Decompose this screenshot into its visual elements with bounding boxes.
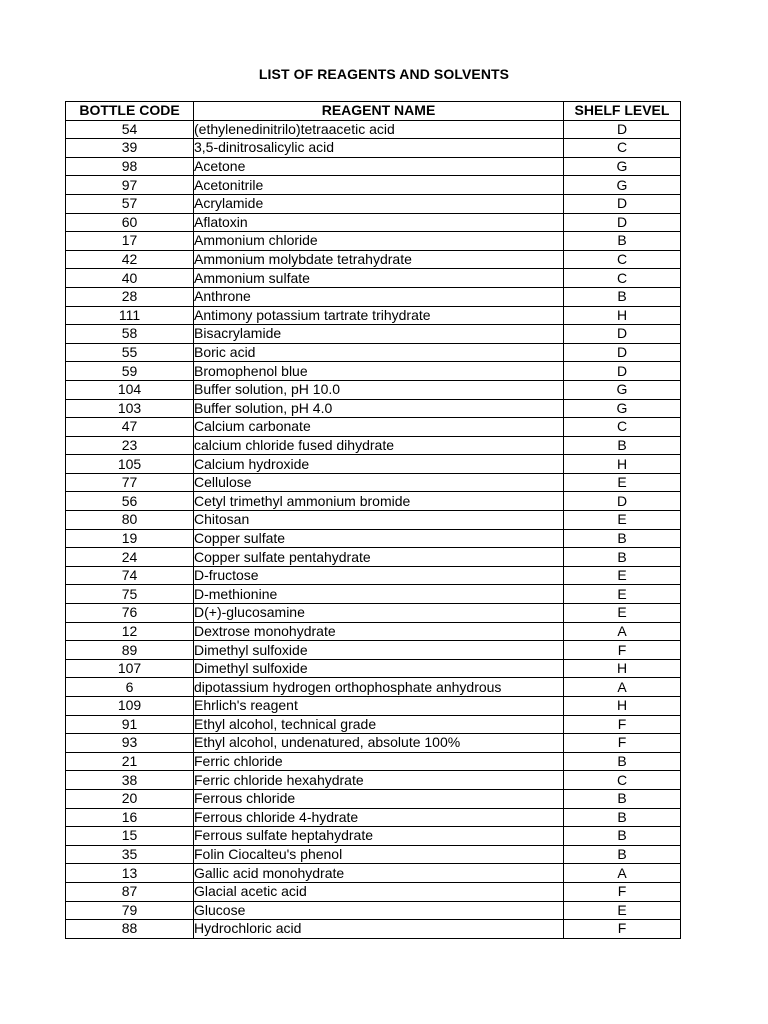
column-header-reagent-name: REAGENT NAME [194,102,564,121]
reagent-name-cell: Copper sulfate [194,529,564,548]
shelf-level-cell: B [564,789,681,808]
shelf-level-cell: F [564,734,681,753]
shelf-level-cell: B [564,287,681,306]
reagent-name-cell: Ferrous sulfate heptahydrate [194,827,564,846]
shelf-level-cell: C [564,418,681,437]
bottle-code-cell: 107 [66,659,194,678]
reagent-name-cell: Antimony potassium tartrate trihydrate [194,306,564,325]
bottle-code-cell: 55 [66,343,194,362]
table-row [66,343,681,362]
reagent-name-cell: (ethylenedinitrilo)tetraacetic acid [194,120,564,139]
table-row [66,659,681,678]
table-row [66,808,681,827]
reagent-name-cell: Ferric chloride hexahydrate [194,771,564,790]
table-row [66,697,681,716]
bottle-code-cell: 105 [66,455,194,474]
table-row [66,566,681,585]
table-row [66,715,681,734]
table-row [66,325,681,344]
reagent-name-cell: D-methionine [194,585,564,604]
bottle-code-cell: 97 [66,176,194,195]
shelf-level-cell: D [564,120,681,139]
shelf-level-cell: G [564,157,681,176]
bottle-code-cell: 59 [66,362,194,381]
table-row [66,232,681,251]
table-row [66,139,681,158]
bottle-code-cell: 80 [66,511,194,530]
bottle-code-cell: 77 [66,473,194,492]
bottle-code-cell: 16 [66,808,194,827]
shelf-level-cell: G [564,380,681,399]
bottle-code-cell: 79 [66,901,194,920]
shelf-level-cell: H [564,697,681,716]
reagent-name-cell: Ferrous chloride [194,789,564,808]
shelf-level-cell: C [564,771,681,790]
bottle-code-cell: 15 [66,827,194,846]
table-row [66,548,681,567]
shelf-level-cell: B [564,827,681,846]
reagent-name-cell: Folin Ciocalteu's phenol [194,845,564,864]
shelf-level-cell: C [564,139,681,158]
bottle-code-cell: 98 [66,157,194,176]
table-row [66,473,681,492]
bottle-code-cell: 13 [66,864,194,883]
table-row [66,157,681,176]
reagent-name-cell: dipotassium hydrogen orthophosphate anhydrous [194,678,564,697]
table-row [66,622,681,641]
table-row [66,380,681,399]
reagent-name-cell: Acrylamide [194,194,564,213]
table-row [66,845,681,864]
table-row [66,827,681,846]
table-row [66,120,681,139]
bottle-code-cell: 93 [66,734,194,753]
reagent-name-cell: Calcium hydroxide [194,455,564,474]
shelf-level-cell: B [564,752,681,771]
reagent-name-cell: D(+)-glucosamine [194,604,564,623]
reagent-name-cell: Dextrose monohydrate [194,622,564,641]
page-title: LIST OF REAGENTS AND SOLVENTS [258,66,510,82]
table-row [66,436,681,455]
bottle-code-cell: 35 [66,845,194,864]
shelf-level-cell: D [564,362,681,381]
shelf-level-cell: H [564,306,681,325]
reagent-name-cell: Anthrone [194,287,564,306]
table-row [66,901,681,920]
shelf-level-cell: F [564,882,681,901]
shelf-level-cell: F [564,715,681,734]
bottle-code-cell: 87 [66,882,194,901]
bottle-code-cell: 47 [66,418,194,437]
bottle-code-cell: 88 [66,920,194,939]
reagent-name-cell: Ferric chloride [194,752,564,771]
bottle-code-cell: 21 [66,752,194,771]
bottle-code-cell: 57 [66,194,194,213]
shelf-level-cell: A [564,622,681,641]
shelf-level-cell: D [564,325,681,344]
table-row [66,213,681,232]
table-row [66,641,681,660]
reagent-name-cell: Cetyl trimethyl ammonium bromide [194,492,564,511]
shelf-level-cell: E [564,585,681,604]
bottle-code-cell: 19 [66,529,194,548]
shelf-level-cell: F [564,641,681,660]
bottle-code-cell: 38 [66,771,194,790]
table-row [66,306,681,325]
shelf-level-cell: G [564,399,681,418]
table-row [66,399,681,418]
reagent-name-cell: Ammonium sulfate [194,269,564,288]
bottle-code-cell: 54 [66,120,194,139]
shelf-level-cell: B [564,845,681,864]
bottle-code-cell: 74 [66,566,194,585]
reagent-name-cell: Copper sulfate pentahydrate [194,548,564,567]
bottle-code-cell: 17 [66,232,194,251]
reagent-name-cell: Buffer solution, pH 4.0 [194,399,564,418]
reagent-name-cell: Ammonium chloride [194,232,564,251]
table-row [66,920,681,939]
reagent-name-cell: Aflatoxin [194,213,564,232]
reagent-name-cell: Buffer solution, pH 10.0 [194,380,564,399]
bottle-code-cell: 103 [66,399,194,418]
bottle-code-cell: 24 [66,548,194,567]
bottle-code-cell: 20 [66,789,194,808]
table-row [66,864,681,883]
bottle-code-cell: 109 [66,697,194,716]
shelf-level-cell: H [564,455,681,474]
bottle-code-cell: 76 [66,604,194,623]
bottle-code-cell: 60 [66,213,194,232]
shelf-level-cell: G [564,176,681,195]
reagent-name-cell: Cellulose [194,473,564,492]
shelf-level-cell: B [564,232,681,251]
table-row [66,511,681,530]
reagent-name-cell: Acetone [194,157,564,176]
reagent-name-cell: Gallic acid monohydrate [194,864,564,883]
reagent-name-cell: Acetonitrile [194,176,564,195]
shelf-level-cell: E [564,566,681,585]
bottle-code-cell: 6 [66,678,194,697]
table-row [66,678,681,697]
shelf-level-cell: F [564,920,681,939]
shelf-level-cell: C [564,250,681,269]
reagent-name-cell: Ethyl alcohol, undenatured, absolute 100% [194,734,564,753]
column-header-bottle-code: BOTTLE CODE [66,102,194,121]
bottle-code-cell: 75 [66,585,194,604]
shelf-level-cell: D [564,343,681,362]
bottle-code-cell: 39 [66,139,194,158]
table-row [66,269,681,288]
table-row [66,882,681,901]
bottle-code-cell: 104 [66,380,194,399]
reagent-name-cell: Ferrous chloride 4-hydrate [194,808,564,827]
shelf-level-cell: A [564,864,681,883]
table-row [66,176,681,195]
reagents-table [65,101,681,939]
shelf-level-cell: B [564,548,681,567]
table-row [66,604,681,623]
reagent-name-cell: Glacial acetic acid [194,882,564,901]
table-row [66,529,681,548]
table-row [66,194,681,213]
shelf-level-cell: A [564,678,681,697]
reagent-name-cell: Glucose [194,901,564,920]
table-row [66,455,681,474]
reagent-name-cell: Ammonium molybdate tetrahydrate [194,250,564,269]
table-row [66,752,681,771]
bottle-code-cell: 111 [66,306,194,325]
reagent-name-cell: D-fructose [194,566,564,585]
reagent-name-cell: calcium chloride fused dihydrate [194,436,564,455]
bottle-code-cell: 56 [66,492,194,511]
table-row [66,362,681,381]
reagent-name-cell: 3,5-dinitrosalicylic acid [194,139,564,158]
shelf-level-cell: B [564,808,681,827]
reagent-name-cell: Calcium carbonate [194,418,564,437]
reagent-name-cell: Ethyl alcohol, technical grade [194,715,564,734]
table-row [66,789,681,808]
reagent-name-cell: Boric acid [194,343,564,362]
reagent-name-cell: Dimethyl sulfoxide [194,659,564,678]
shelf-level-cell: B [564,529,681,548]
shelf-level-cell: H [564,659,681,678]
shelf-level-cell: D [564,492,681,511]
shelf-level-cell: E [564,473,681,492]
table-row [66,250,681,269]
bottle-code-cell: 12 [66,622,194,641]
table-body [66,120,681,938]
column-header-shelf-level: SHELF LEVEL [564,102,681,121]
reagent-name-cell: Ehrlich's reagent [194,697,564,716]
shelf-level-cell: E [564,511,681,530]
shelf-level-cell: E [564,901,681,920]
shelf-level-cell: E [564,604,681,623]
table-row [66,287,681,306]
bottle-code-cell: 40 [66,269,194,288]
table-row [66,492,681,511]
table-row [66,734,681,753]
shelf-level-cell: D [564,213,681,232]
shelf-level-cell: C [564,269,681,288]
reagent-name-cell: Dimethyl sulfoxide [194,641,564,660]
shelf-level-cell: B [564,436,681,455]
reagent-name-cell: Chitosan [194,511,564,530]
bottle-code-cell: 91 [66,715,194,734]
bottle-code-cell: 23 [66,436,194,455]
bottle-code-cell: 28 [66,287,194,306]
reagent-name-cell: Bromophenol blue [194,362,564,381]
bottle-code-cell: 42 [66,250,194,269]
bottle-code-cell: 89 [66,641,194,660]
reagent-name-cell: Hydrochloric acid [194,920,564,939]
bottle-code-cell: 58 [66,325,194,344]
table-header-row [66,102,681,121]
table-row [66,771,681,790]
table-row [66,418,681,437]
reagent-name-cell: Bisacrylamide [194,325,564,344]
table-row [66,585,681,604]
shelf-level-cell: D [564,194,681,213]
